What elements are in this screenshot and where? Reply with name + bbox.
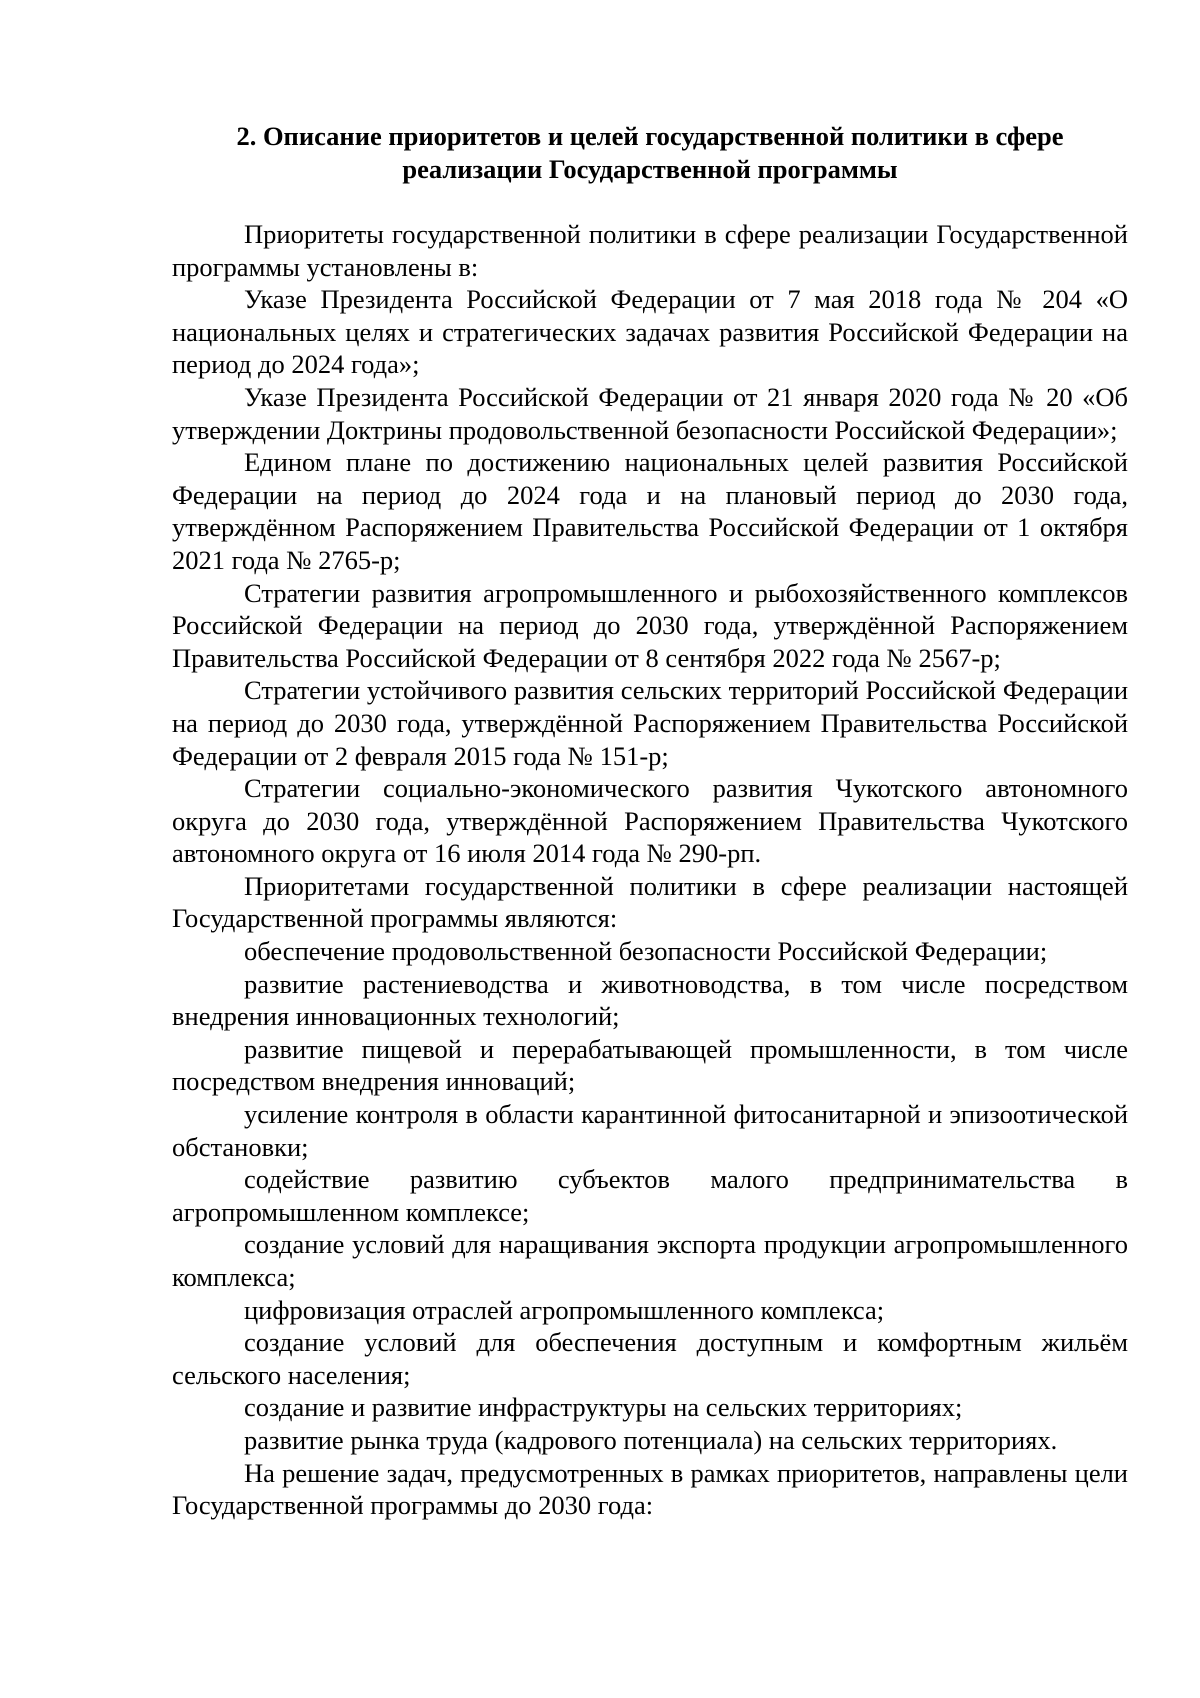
paragraph-rural-strategy: Стратегии устойчивого развития сельских территорий Российской Федерации на период до 2030 года, утверждённой Распоряжением Правительства Российской Федерации от 2 февраля 2015 года № 151-р; [172, 675, 1128, 771]
list-item-digitalization: цифровизация отраслей агропромышленного комплекса; [244, 1294, 885, 1325]
section-heading-line-2: реализации Государственной программы [402, 154, 898, 184]
paragraph-decree-20: Указе Президента Российской Федерации от 21 января 2020 года № 20 «Об утверждении Доктрины продовольственной безопасности Российской Федерации»; [172, 381, 1128, 445]
paragraph-goals-intro: На решение задач, предусмотренных в рамках приоритетов, направлены цели Государственной программы до 2030 года: [172, 1457, 1128, 1521]
paragraph-agro-strategy: Стратегии развития агропромышленного и рыбохозяйственного комплексов Российской Федерации на период до 2030 года, утверждённой Распоряжением Правительства Российской Федерации от 8 сентября 2022 года № 2567-р; [172, 577, 1128, 673]
list-item-infrastructure: создание и развитие инфраструктуры на сельских территориях; [244, 1392, 963, 1423]
paragraph-decree-204: Указе Президента Российской Федерации от 7 мая 2018 года № 204 «О национальных целях и стратегических задачах развития Российской Федерации на период до 2024 года»; [172, 284, 1128, 380]
list-item-housing: создание условий для обеспечения доступным и комфортным жильём сельского населения; [172, 1327, 1128, 1390]
section-body [172, 218, 1128, 1522]
list-item-export: создание условий для наращивания экспорта продукции агропромышленного комплекса; [172, 1229, 1128, 1292]
section-heading [172, 120, 1128, 186]
paragraph-chukotka-strategy: Стратегии социально-экономического развития Чукотского автономного округа до 2030 года, утверждённой Распоряжением Правительства Чукотского автономного округа от 16 июля 2014 года № 290-рп. [172, 773, 1128, 869]
paragraph-unified-plan: Едином плане по достижению национальных целей развития Российской Федерации на период до 2024 года и на плановый период до 2030 года, утверждённом Распоряжением Правительства Российской Федерации от 1 октября 2021 года № 2765-р; [172, 447, 1128, 575]
list-item-phytosanitary-control: усиление контроля в области карантинной фитосанитарной и эпизоотической обстановки; [172, 1099, 1128, 1162]
list-item-food-security: обеспечение продовольственной безопасности Российской Федерации; [244, 936, 1048, 967]
paragraph-priorities-intro: Приоритеты государственной политики в сфере реализации Государственной программы установлены в: [172, 219, 1128, 282]
section-heading-line-1: 2. Описание приоритетов и целей государственной политики в сфере [236, 121, 1064, 151]
paragraph-priorities-list-intro: Приоритетами государственной политики в сфере реализации настоящей Государственной программы являются: [172, 870, 1128, 934]
list-item-labor-market: развитие рынка труда (кадрового потенциала) на сельских территориях. [244, 1424, 1058, 1455]
list-item-food-industry: развитие пищевой и перерабатывающей промышленности, в том числе посредством внедрения инноваций; [172, 1033, 1128, 1097]
list-item-small-business: содействие развитию субъектов малого предпринимательства в агропромышленном комплексе; [172, 1164, 1128, 1227]
list-item-crop-livestock: развитие растениеводства и животноводства, в том числе посредством внедрения инновационных технологий; [172, 968, 1128, 1032]
